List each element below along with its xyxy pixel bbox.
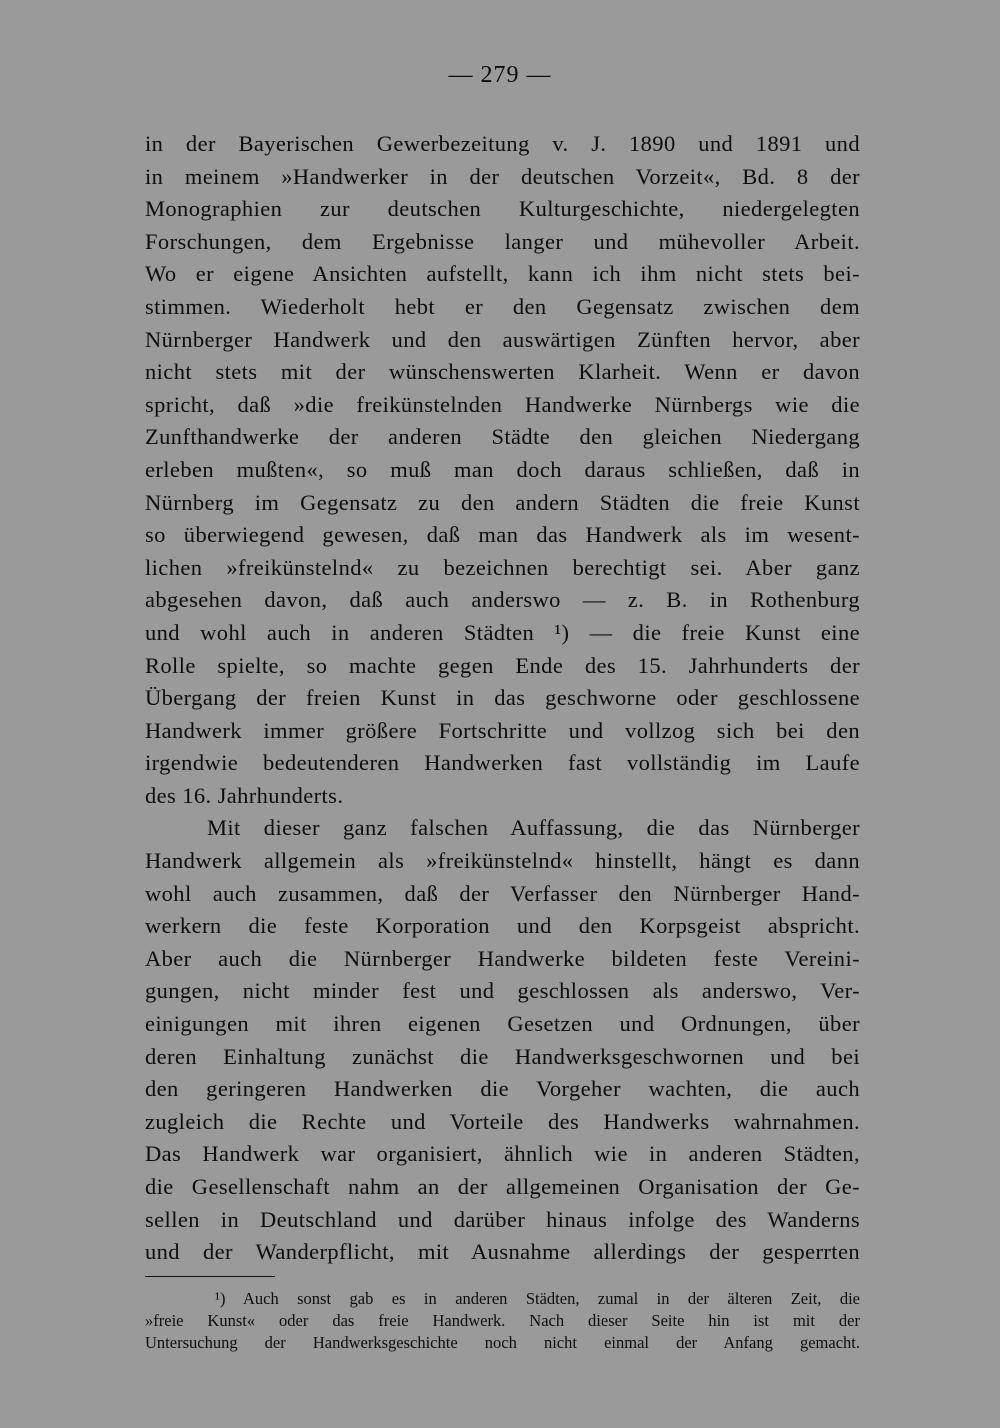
footnote-line: ¹) Auch sonst gab es in anderen Städten, zumal in der älteren Zeit, die: [215, 1289, 860, 1308]
text-line: stimmen. Wiederholt hebt er den Gegensatz zwischen dem: [145, 293, 860, 319]
text-line: den geringeren Handwerken die Vorgeher wachten, die auch: [145, 1076, 860, 1102]
text-line: lichen »freikünstelnd« zu bezeichnen berechtigt sei. Aber ganz: [145, 554, 860, 580]
footnote-divider: [145, 1276, 275, 1277]
text-line: die Gesellenschaft nahm an der allgemeinen Organisation der Ge-: [145, 1174, 860, 1199]
text-line: wohl auch zusammen, daß der Verfasser den Nürnberger Hand-: [145, 880, 860, 906]
text-line: irgendwie bedeutenderen Handwerken fast vollständig im Laufe: [145, 750, 860, 776]
text-line: Rolle spielte, so machte gegen Ende des 15. Jahrhunderts der: [145, 652, 860, 678]
text-line: Zunfthandwerke der anderen Städte den gleichen Niedergang: [145, 424, 860, 450]
text-line: und der Wanderpflicht, mit Ausnahme allerdings der gesperrten: [145, 1239, 860, 1265]
body-text: [145, 128, 860, 1269]
text-line: Handwerk allgemein als »freikünstelnd« hinstellt, hängt es dann: [145, 848, 860, 874]
text-line: nicht stets mit der wünschenswerten Klarheit. Wenn er davon: [145, 359, 860, 385]
text-line: Wo er eigene Ansichten aufstellt, kann ich ihm nicht stets bei-: [145, 261, 860, 287]
text-line: werkern die feste Korporation und den Korpsgeist abspricht.: [145, 913, 860, 939]
text-line: in der Bayerischen Gewerbezeitung v. J. 1890 und 1891 und: [145, 131, 860, 156]
footnote-line: »freie Kunst« oder das freie Handwerk. Nach dieser Seite hin ist mit der: [145, 1311, 860, 1330]
footnote-line: Untersuchung der Handwerksgeschichte noch nicht einmal der Anfang gemacht.: [145, 1333, 860, 1352]
text-line: spricht, daß »die freikünstelnden Handwerke Nürnbergs wie die: [145, 391, 860, 417]
text-line: Monographien zur deutschen Kulturgeschichte, niedergelegten: [145, 196, 860, 222]
text-line: gungen, nicht minder fest und geschlossen als anderswo, Ver-: [145, 978, 860, 1004]
text-line: Übergang der freien Kunst in das geschworne oder geschlossene: [145, 685, 860, 711]
text-line: Handwerk immer größere Fortschritte und vollzog sich bei den: [145, 717, 860, 743]
text-line: Aber auch die Nürnberger Handwerke bildeten feste Vereini-: [145, 945, 860, 971]
text-line: des 16. Jahrhunderts.: [145, 782, 344, 808]
text-line: Mit dieser ganz falschen Auffassung, die das Nürnberger: [207, 815, 860, 841]
text-line: Forschungen, dem Ergebnisse langer und mühevoller Arbeit.: [145, 228, 860, 254]
page-number: — 279 —: [448, 62, 552, 88]
text-line: zugleich die Rechte und Vorteile des Handwerks wahrnahmen.: [145, 1108, 860, 1134]
text-line: so überwiegend gewesen, daß man das Handwerk als im wesent-: [145, 522, 860, 548]
text-line: Das Handwerk war organisiert, ähnlich wie in anderen Städten,: [145, 1141, 860, 1167]
text-line: Nürnberg im Gegensatz zu den andern Städten die freie Kunst: [145, 489, 860, 515]
text-line: Nürnberger Handwerk und den auswärtigen Zünften hervor, aber: [145, 326, 860, 352]
text-line: und wohl auch in anderen Städten ¹) — die freie Kunst eine: [145, 619, 860, 645]
text-line: abgesehen davon, daß auch anderswo — z. B. in Rothenburg: [145, 587, 860, 613]
text-line: deren Einhaltung zunächst die Handwerksgeschwornen und bei: [145, 1043, 860, 1069]
text-line: einigungen mit ihren eigenen Gesetzen und Ordnungen, über: [145, 1011, 860, 1037]
text-line: sellen in Deutschland und darüber hinaus infolge des Wanderns: [145, 1206, 860, 1232]
footnotes: [145, 1288, 860, 1354]
text-line: erleben mußten«, so muß man doch daraus schließen, daß in: [145, 456, 860, 482]
text-line: in meinem »Handwerker in der deutschen Vorzeit«, Bd. 8 der: [145, 163, 860, 189]
